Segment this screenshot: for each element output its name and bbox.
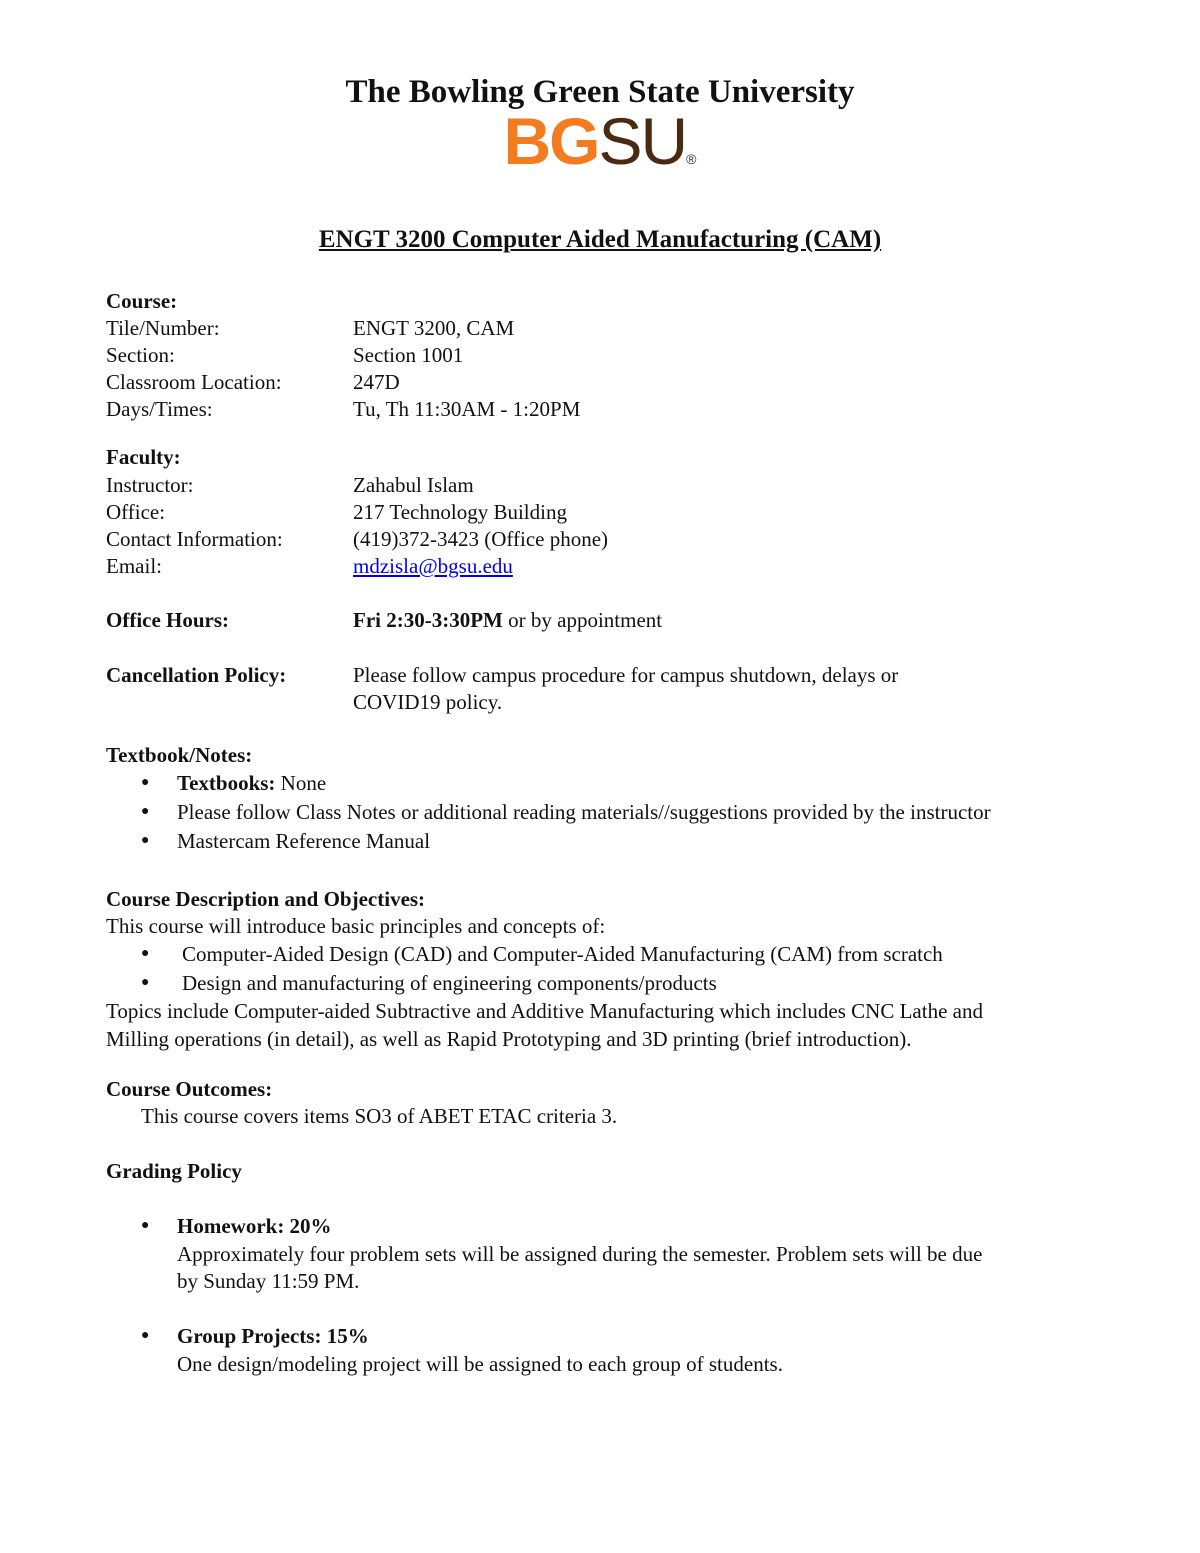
textbook-item-1: Textbooks: None	[177, 771, 327, 795]
contact-label: Contact Information:	[106, 527, 283, 551]
instructor-label: Instructor:	[106, 473, 194, 497]
classroom-label: Classroom Location:	[106, 370, 282, 394]
office-hours-label: Office Hours:	[106, 608, 230, 632]
bullet-icon: ●	[141, 1218, 150, 1233]
bullet-icon: ●	[141, 975, 150, 990]
days-times-label: Days/Times:	[106, 397, 213, 421]
textbook-item-3: Mastercam Reference Manual	[177, 829, 431, 853]
homework-title: Homework: 20%	[177, 1214, 332, 1238]
description-bullet-1: Computer-Aided Design (CAD) and Computer-Aided Manufacturing (CAM) from scratch	[182, 942, 943, 966]
outcomes-text: This course covers items SO3 of ABET ETAC criteria 3.	[141, 1104, 618, 1128]
office-value: 217 Technology Building	[353, 500, 567, 524]
description-intro: This course will introduce basic principles and concepts of:	[106, 914, 606, 938]
office-hours-value: Fri 2:30-3:30PM or by appointment	[353, 608, 663, 632]
projects-title: Group Projects: 15%	[177, 1324, 369, 1348]
classroom-value: 247D	[353, 370, 400, 394]
email-link[interactable]: mdzisla@bgsu.edu	[353, 554, 513, 578]
days-times-value: Tu, Th 11:30AM - 1:20PM	[353, 397, 581, 421]
homework-line-1: Approximately four problem sets will be assigned during the semester. Problem sets will be due	[177, 1242, 983, 1266]
grading-heading: Grading Policy	[106, 1159, 242, 1183]
cancellation-line-2: COVID19 policy.	[353, 690, 503, 714]
topics-line-2: Milling operations (in detail), as well as Rapid Prototyping and 3D printing (brief introduction).	[106, 1027, 912, 1051]
cancellation-label: Cancellation Policy:	[106, 663, 287, 687]
course-heading: Course:	[106, 289, 178, 313]
bullet-icon: ●	[141, 804, 150, 819]
instructor-value: Zahabul Islam	[353, 473, 474, 497]
homework-line-2: by Sunday 11:59 PM.	[177, 1269, 360, 1293]
bullet-icon: ●	[141, 833, 150, 848]
course-title: ENGT 3200 Computer Aided Manufacturing (CAM)	[318, 226, 882, 253]
course-number-label: Tile/Number:	[106, 316, 220, 340]
cancellation-line-1: Please follow campus procedure for campus shutdown, delays or	[353, 663, 899, 687]
projects-text: One design/modeling project will be assigned to each group of students.	[177, 1352, 783, 1376]
section-label: Section:	[106, 343, 175, 367]
email-label: Email:	[106, 554, 162, 578]
office-label: Office:	[106, 500, 166, 524]
bullet-icon: ●	[141, 775, 150, 790]
university-title: The Bowling Green State University	[345, 74, 855, 110]
topics-line-1: Topics include Computer-aided Subtractive and Additive Manufacturing which includes CNC Lathe and	[106, 999, 983, 1023]
description-bullet-2: Design and manufacturing of engineering components/products	[182, 971, 717, 995]
description-heading: Course Description and Objectives:	[106, 887, 426, 911]
course-number-value: ENGT 3200, CAM	[353, 316, 515, 340]
faculty-heading: Faculty:	[106, 445, 181, 469]
outcomes-heading: Course Outcomes:	[106, 1077, 273, 1101]
bgsu-logo: BGSU®	[503, 104, 697, 178]
textbook-heading: Textbook/Notes:	[106, 743, 253, 767]
bullet-icon: ●	[141, 946, 150, 961]
section-value: Section 1001	[353, 343, 464, 367]
textbook-item-2: Please follow Class Notes or additional reading materials//suggestions provided by the instructor	[177, 800, 991, 824]
contact-value: (419)372-3423 (Office phone)	[353, 527, 609, 551]
bullet-icon: ●	[141, 1328, 150, 1343]
